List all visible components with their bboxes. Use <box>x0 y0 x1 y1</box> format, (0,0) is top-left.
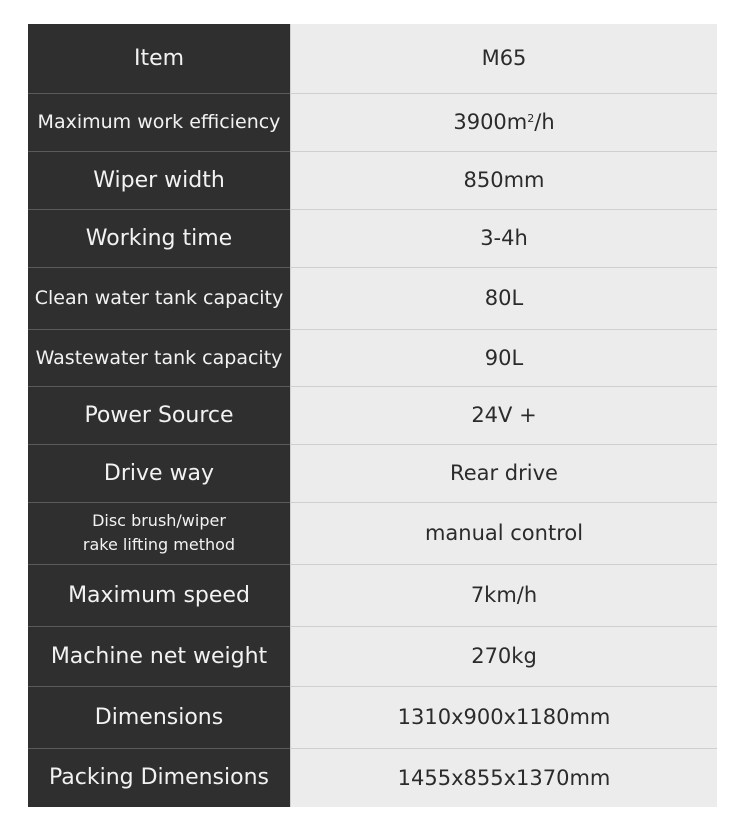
row-label: Maximum speed <box>28 564 291 626</box>
value-superscript: 2 <box>527 112 535 125</box>
row-label: Packing Dimensions <box>28 748 291 807</box>
row-value: 80L <box>291 267 718 329</box>
row-label: Maximum work efficiency <box>28 93 291 151</box>
row-value: 90L <box>291 329 718 386</box>
row-label: Clean water tank capacity <box>28 267 291 329</box>
row-label: Power Source <box>28 386 291 444</box>
row-label-line: rake lifting method <box>82 535 236 554</box>
table-row <box>28 329 717 386</box>
table-row <box>28 564 717 626</box>
table-row <box>28 209 717 267</box>
table-row <box>28 444 717 502</box>
row-label: Drive way <box>28 444 291 502</box>
row-value: 850mm <box>291 151 718 209</box>
row-value: 3-4h <box>291 209 718 267</box>
row-value: M65 <box>291 24 718 93</box>
table-row <box>28 686 717 748</box>
row-value: 270kg <box>291 626 718 686</box>
table-row <box>28 267 717 329</box>
table-row <box>28 386 717 444</box>
table-row <box>28 626 717 686</box>
value-tail: /h <box>534 110 555 134</box>
row-label: Dimensions <box>28 686 291 748</box>
row-label: Wastewater tank capacity <box>28 329 291 386</box>
row-value: Rear drive <box>291 444 718 502</box>
row-value: 7km/h <box>291 564 718 626</box>
table-row <box>28 151 717 209</box>
spec-table <box>28 24 717 807</box>
table-row <box>28 502 717 564</box>
row-value <box>291 93 718 151</box>
table-row <box>28 24 717 93</box>
row-label: Item <box>28 24 291 93</box>
row-value: manual control <box>291 502 718 564</box>
row-label: Machine net weight <box>28 626 291 686</box>
row-label: Working time <box>28 209 291 267</box>
table-row <box>28 748 717 807</box>
table-row <box>28 93 717 151</box>
row-value: 24V + <box>291 386 718 444</box>
row-label: Wiper width <box>28 151 291 209</box>
row-value: 1455x855x1370mm <box>291 748 718 807</box>
value-main: 3900m <box>453 110 528 134</box>
row-label <box>28 502 291 564</box>
row-value: 1310x900x1180mm <box>291 686 718 748</box>
row-label-line: Disc brush/wiper <box>92 511 226 530</box>
